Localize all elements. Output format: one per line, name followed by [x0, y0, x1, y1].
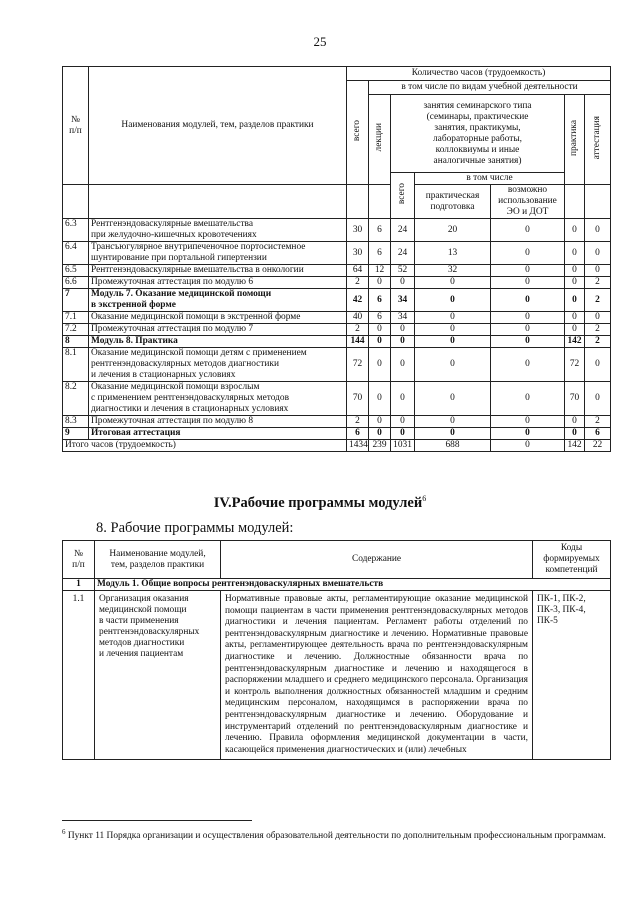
programs-header-name: Наименование модулей, тем, разделов практики: [95, 541, 221, 579]
header-seminars: занятия семинарского типа (семинары, практические занятия, практикумы, лабораторные работы, коллоквиумы и иные аналогичные занятия): [391, 95, 565, 173]
hours-row: [63, 277, 611, 289]
row-total: 42: [347, 289, 369, 312]
row-att: 2: [585, 289, 611, 312]
row-num: 6.5: [63, 265, 89, 277]
programs-header-codes: Коды формируемых компетенций: [533, 541, 611, 579]
row-num: 8: [63, 336, 89, 348]
row-name: Оказание медицинской помощи взрослым с применением рентгенэндоваскулярных методов диагностики и лечения в стационарных условиях: [89, 382, 347, 416]
row-name: Промежуточная аттестация по модулю 8: [89, 416, 347, 428]
row-prac: 0: [565, 324, 585, 336]
module-title: Модуль 1. Общие вопросы рентгенэндоваскулярных вмешательств: [95, 579, 611, 591]
row-total: 30: [347, 242, 369, 265]
header-seminar-total: всего: [391, 173, 415, 219]
row-sem: 0: [391, 324, 415, 336]
row-remote: 0: [491, 312, 565, 324]
row-lec: 0: [369, 348, 391, 382]
total-label: Итого часов (трудоемкость): [63, 440, 347, 452]
row-sem: 52: [391, 265, 415, 277]
row-prac: 142: [565, 336, 585, 348]
topic-content: Нормативные правовые акты, регламентирующие оказание медицинской помощи пациентам в части применения рентгенэндоваскулярных методов диагностики и лечения пациентам. Регламент работы отделений по рентгенэндоваскулярным диагностике и лечению. Нормативные правовые акты, регламентирующее деятельность врача по рентгенэндоваскулярным диагностике и лечению. Должностные обязанности врача по рентгенэндоваскулярным диагностике и лечению и находящегося в распоряжении младшего и среднего медицинского персонала. Организация и контроль выполнения должностных обязанностей младшим и средним медицинским персоналом, находящимся в распоряжении врача по рентгенэндоваскулярным диагностике и лечению. Оборудование и инструментарий отделений по рентгенэндоваскулярным диагностике и лечению. Правила оформления медицинской документации в части, касающейся применения диагностических и (или) лечебных: [221, 591, 533, 760]
row-sem: 24: [391, 219, 415, 242]
row-att: 2: [585, 324, 611, 336]
header-remote: возможно использование ЭО и ДОТ: [491, 185, 565, 219]
header-practice: практика: [565, 95, 585, 185]
total-row: [63, 440, 611, 452]
row-prac: 0: [565, 277, 585, 289]
row-lec: 0: [369, 416, 391, 428]
section-footnote-mark: 6: [422, 494, 427, 503]
row-sem: 0: [391, 416, 415, 428]
header-lectures-cont: [369, 185, 391, 219]
footnote-mark: 6: [62, 828, 66, 836]
hours-row: [63, 428, 611, 440]
row-prac: 70: [565, 382, 585, 416]
row-total: 72: [347, 348, 369, 382]
row-num: 7.2: [63, 324, 89, 336]
row-sem: 0: [391, 277, 415, 289]
row-att: 0: [585, 219, 611, 242]
row-num: 6.6: [63, 277, 89, 289]
row-prep: 0: [415, 348, 491, 382]
row-lec: 6: [369, 219, 391, 242]
hours-row: [63, 382, 611, 416]
row-num: 8.2: [63, 382, 89, 416]
row-name: Модуль 8. Практика: [89, 336, 347, 348]
row-lec: 0: [369, 336, 391, 348]
row-name: Оказание медицинской помощи детям с применением рентгенэндоваскулярных методов диагностики и лечения в стационарных условиях: [89, 348, 347, 382]
row-lec: 0: [369, 324, 391, 336]
row-remote: 0: [491, 348, 565, 382]
row-sem: 0: [391, 348, 415, 382]
row-remote: 0: [491, 416, 565, 428]
header-num: № п/п: [63, 67, 89, 185]
total-prac: 142: [565, 440, 585, 452]
row-prep: 13: [415, 242, 491, 265]
row-num: 9: [63, 428, 89, 440]
row-prep: 0: [415, 277, 491, 289]
row-att: 6: [585, 428, 611, 440]
row-name: Трансъюгулярное внутрипеченочное портосистемное шунтирование при портальной гипертензии: [89, 242, 347, 265]
header-lectures: лекции: [369, 95, 391, 185]
row-name: Рентгенэндоваскулярные вмешательства при желудочно-кишечных кровотечениях: [89, 219, 347, 242]
row-sem: 34: [391, 312, 415, 324]
hours-row: [63, 242, 611, 265]
row-name: Модуль 7. Оказание медицинской помощи в экстренной форме: [89, 289, 347, 312]
footnote-rule: [62, 820, 252, 821]
row-sem: 34: [391, 289, 415, 312]
hours-row: [63, 289, 611, 312]
topic-name: Организация оказания медицинской помощи в части применения рентгенэндоваскулярных методов диагностики и лечения пациентам: [95, 591, 221, 760]
row-att: 0: [585, 382, 611, 416]
programs-header-num: № п/п: [63, 541, 95, 579]
total-att: 22: [585, 440, 611, 452]
row-prep: 20: [415, 219, 491, 242]
row-prac: 0: [565, 242, 585, 265]
row-att: 0: [585, 348, 611, 382]
row-sem: 0: [391, 428, 415, 440]
page-number: 25: [313, 34, 327, 49]
hours-row: [63, 312, 611, 324]
total-lec: 239: [369, 440, 391, 452]
row-prep: 0: [415, 312, 491, 324]
header-attestation: аттестация: [585, 95, 611, 185]
row-total: 144: [347, 336, 369, 348]
row-prac: 0: [565, 219, 585, 242]
row-prep: 0: [415, 289, 491, 312]
total-sem: 1031: [391, 440, 415, 452]
row-prac: 0: [565, 428, 585, 440]
hours-row: [63, 265, 611, 277]
subsection-title: 8. Рабочие программы модулей:: [96, 520, 294, 536]
row-remote: 0: [491, 336, 565, 348]
row-num: 7: [63, 289, 89, 312]
header-attestation-cont: [585, 185, 611, 219]
row-num: 6.4: [63, 242, 89, 265]
header-practice-cont: [565, 185, 585, 219]
footnote: [62, 826, 610, 842]
header-by-type: в том числе по видам учебной деятельности: [369, 81, 611, 95]
row-att: 0: [585, 312, 611, 324]
row-name: Рентгенэндоваскулярные вмешательства в онкологии: [89, 265, 347, 277]
row-remote: 0: [491, 382, 565, 416]
footnote-text: Пункт 11 Порядка организации и осуществления образовательной деятельности по дополнительным профессиональным программам.: [65, 831, 606, 842]
row-prac: 0: [565, 416, 585, 428]
row-prac: 0: [565, 312, 585, 324]
row-sem: 24: [391, 242, 415, 265]
row-num: 8.1: [63, 348, 89, 382]
row-sem: 0: [391, 382, 415, 416]
topic-num: 1.1: [63, 591, 95, 760]
row-att: 2: [585, 336, 611, 348]
row-lec: 0: [369, 428, 391, 440]
row-prep: 0: [415, 416, 491, 428]
row-lec: 12: [369, 265, 391, 277]
topic-codes: ПК-1, ПК-2, ПК-3, ПК-4, ПК-5: [533, 591, 611, 760]
row-name: Промежуточная аттестация по модулю 6: [89, 277, 347, 289]
row-lec: 6: [369, 312, 391, 324]
hours-table: [62, 66, 611, 452]
row-lec: 0: [369, 277, 391, 289]
row-num: 6.3: [63, 219, 89, 242]
row-total: 70: [347, 382, 369, 416]
hours-row: [63, 416, 611, 428]
row-att: 0: [585, 265, 611, 277]
row-name: Промежуточная аттестация по модулю 7: [89, 324, 347, 336]
row-att: 2: [585, 277, 611, 289]
row-remote: 0: [491, 277, 565, 289]
row-num: 7.1: [63, 312, 89, 324]
row-remote: 0: [491, 428, 565, 440]
row-total: 64: [347, 265, 369, 277]
row-num: 8.3: [63, 416, 89, 428]
header-practical-prep: практическая подготовка: [415, 185, 491, 219]
header-total-cont: [347, 185, 369, 219]
row-total: 40: [347, 312, 369, 324]
row-lec: 6: [369, 289, 391, 312]
header-num-cont: [63, 185, 89, 219]
row-lec: 6: [369, 242, 391, 265]
row-total: 2: [347, 416, 369, 428]
hours-row: [63, 348, 611, 382]
programs-header-content: Содержание: [221, 541, 533, 579]
hours-body: [63, 219, 611, 440]
hours-row: [63, 336, 611, 348]
row-remote: 0: [491, 324, 565, 336]
row-prac: 72: [565, 348, 585, 382]
header-including: в том числе: [415, 173, 565, 185]
hours-row: [63, 324, 611, 336]
header-hours: Количество часов (трудоемкость): [347, 67, 611, 81]
row-prep: 0: [415, 428, 491, 440]
topic-row: [63, 591, 611, 760]
row-lec: 0: [369, 382, 391, 416]
row-total: 30: [347, 219, 369, 242]
total-total: 1434: [347, 440, 369, 452]
row-total: 2: [347, 324, 369, 336]
module-num: 1: [63, 579, 95, 591]
row-sem: 0: [391, 336, 415, 348]
row-remote: 0: [491, 242, 565, 265]
header-total: всего: [347, 81, 369, 185]
row-prep: 0: [415, 324, 491, 336]
programs-table: [62, 540, 611, 760]
row-total: 2: [347, 277, 369, 289]
row-remote: 0: [491, 219, 565, 242]
module-row: [63, 579, 611, 591]
total-prep: 688: [415, 440, 491, 452]
row-att: 2: [585, 416, 611, 428]
row-remote: 0: [491, 289, 565, 312]
row-prep: 0: [415, 382, 491, 416]
total-remote: 0: [491, 440, 565, 452]
row-prep: 0: [415, 336, 491, 348]
row-name: Итоговая аттестация: [89, 428, 347, 440]
section-title: IV.Рабочие программы модулей$^6$: [213, 494, 427, 511]
row-prep: 32: [415, 265, 491, 277]
header-name-cont: [89, 185, 347, 219]
header-name: Наименования модулей, тем, разделов практики: [89, 67, 347, 185]
hours-row: [63, 219, 611, 242]
row-prac: 0: [565, 265, 585, 277]
row-name: Оказание медицинской помощи в экстренной форме: [89, 312, 347, 324]
row-prac: 0: [565, 289, 585, 312]
row-att: 0: [585, 242, 611, 265]
row-total: 6: [347, 428, 369, 440]
row-remote: 0: [491, 265, 565, 277]
